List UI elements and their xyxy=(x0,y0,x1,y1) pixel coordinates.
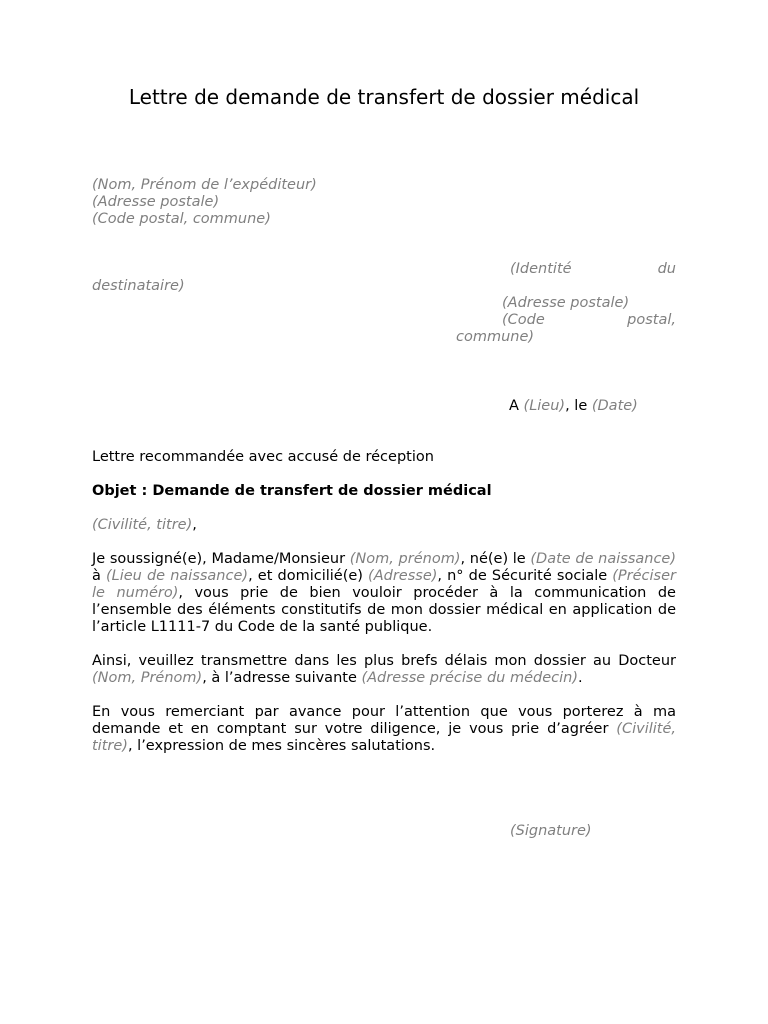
salutation-civility: (Civilité, titre) xyxy=(92,517,193,533)
para2-text-1: Ainsi, veuillez transmettre dans les plus brefs délais mon dossier au Docteur xyxy=(92,653,676,669)
paragraph-request xyxy=(92,551,676,636)
date-place: (Lieu) xyxy=(523,398,566,414)
recipient-identity-word1: (Identité xyxy=(510,261,572,277)
paragraph-transfer xyxy=(92,653,676,687)
letter-body xyxy=(92,449,676,755)
recipient-identity-line xyxy=(510,261,676,278)
para2-text-3: . xyxy=(577,670,583,686)
para1-text-5: , n° de Sécurité sociale xyxy=(437,568,613,584)
salutation xyxy=(92,517,676,534)
sender-city: (Code postal, commune) xyxy=(92,211,271,227)
para3-placeholder-civility: (Civilité, titre) xyxy=(92,721,676,754)
para1-text-4: , et domicilié(e) xyxy=(248,568,369,584)
recipient-block xyxy=(92,261,676,346)
para2-placeholder-address: (Adresse précise du médecin) xyxy=(361,670,578,686)
subject-line: Objet : Demande de transfert de dossier médical xyxy=(92,483,492,499)
para1-text-3: à xyxy=(92,568,106,584)
date-prefix: A xyxy=(509,398,524,414)
para1-placeholder-address: (Adresse) xyxy=(368,568,438,584)
recipient-address: (Adresse postale) xyxy=(502,295,630,311)
para1-placeholder-name: (Nom, prénom) xyxy=(349,551,461,567)
recipient-commune: commune) xyxy=(456,329,535,345)
para2-placeholder-doctor: (Nom, Prénom) xyxy=(92,670,203,686)
recipient-identity-line2: destinataire) xyxy=(92,278,185,294)
recipient-code-word2: postal, xyxy=(627,312,676,328)
paragraph-closing xyxy=(92,704,676,755)
para1-text-2: , né(e) le xyxy=(460,551,531,567)
signature-placeholder: (Signature) xyxy=(510,823,592,839)
letter-type: Lettre recommandée avec accusé de réception xyxy=(92,449,434,465)
recipient-code-word1: (Code xyxy=(502,312,545,328)
page-title: Lettre de demande de transfert de dossier médical xyxy=(128,85,640,109)
para3-text-1: En vous remerciant par avance pour l’attention que vous porterez à ma demande et en comptant sur votre diligence, je vous prie d’agréer xyxy=(92,704,676,737)
salutation-comma: , xyxy=(192,517,197,533)
para1-text-1: Je soussigné(e), Madame/Monsieur xyxy=(92,551,350,567)
date-value: (Date) xyxy=(591,398,638,414)
sender-block xyxy=(92,177,676,228)
para2-text-2: , à l’adresse suivante xyxy=(202,670,362,686)
para1-placeholder-number: (Préciser le numéro) xyxy=(92,568,676,601)
place-date-line xyxy=(509,398,638,415)
sender-name: (Nom, Prénom de l’expéditeur) xyxy=(92,177,317,193)
sender-address: (Adresse postale) xyxy=(92,194,220,210)
para1-text-6: , vous prie de bien vouloir procéder à la communication de l’ensemble des éléments constitutifs de mon dossier médical en application de l’article L1111-7 du Code de la santé publique. xyxy=(92,585,676,635)
para1-placeholder-birthdate: (Date de naissance) xyxy=(530,551,677,567)
date-middle: , le xyxy=(565,398,592,414)
para1-placeholder-birthplace: (Lieu de naissance) xyxy=(106,568,249,584)
para3-text-2: , l’expression de mes sincères salutations. xyxy=(127,738,436,754)
recipient-identity-word2: du xyxy=(657,261,676,277)
recipient-code-line xyxy=(502,312,676,329)
